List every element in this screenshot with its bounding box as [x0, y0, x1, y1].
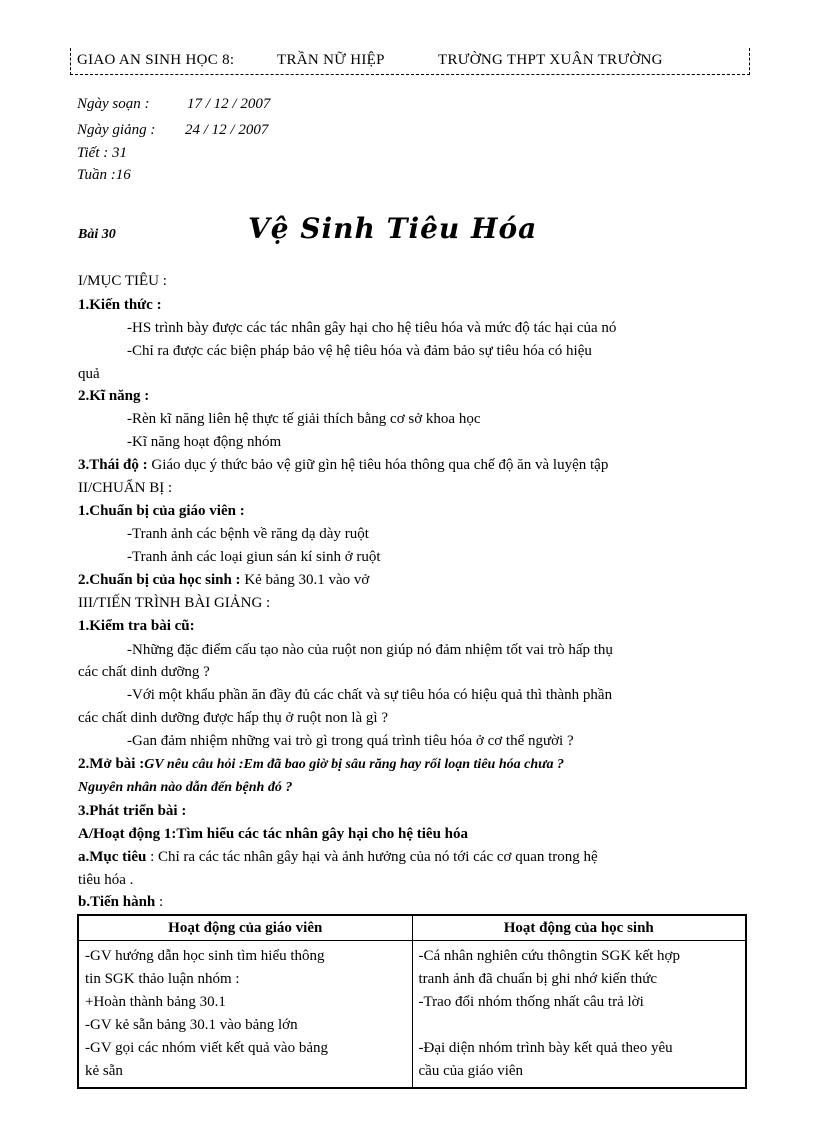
teacher-line: tin SGK thảo luận nhóm :	[85, 971, 240, 987]
knowledge-item-2: -Chỉ ra được các biện pháp bảo vệ hệ tiêu hóa và đảm bảo sự tiêu hóa có hiệu	[127, 343, 592, 359]
section-process-heading	[78, 595, 270, 612]
goal-text-cont: tiêu hóa .	[78, 872, 134, 888]
teach-date-value: 24 / 12 / 2007	[185, 122, 269, 138]
prep-date-value: 17 / 12 / 2007	[187, 96, 271, 112]
procedure-colon: :	[155, 894, 164, 910]
attitude-text: Giáo dục ý thức bảo vệ giữ gìn hệ tiêu hóa thông qua chế độ ăn và luyện tập	[147, 457, 609, 473]
student-prep-text: Kẻ bảng 30.1 vào vở	[240, 572, 370, 588]
col-student-header: Hoạt động của học sinh	[412, 915, 746, 941]
teacher-line: -GV gọi các nhóm viết kết quả vào bảng	[85, 1040, 328, 1056]
page-header	[70, 48, 750, 75]
period-row: Tiết : 31	[77, 145, 128, 161]
week-row: Tuần :16	[77, 167, 131, 183]
student-prep-row	[78, 572, 369, 589]
check-question-3: -Gan đảm nhiệm những vai trò gì trong quá trình tiêu hóa ở cơ thể người ?	[127, 733, 574, 749]
knowledge-item-2-cont: quả	[78, 366, 100, 382]
prep-date-row	[77, 96, 271, 113]
procedure-row	[78, 894, 163, 911]
intro-row	[78, 756, 564, 773]
intro-label: 2.Mở bài :	[78, 756, 145, 772]
intro-question-cont: Nguyên nhân nào dẫn đến bệnh đó ?	[78, 780, 293, 795]
intro-question: GV nêu câu hỏi :Em đã bao giờ bị sâu răng hay rối loạn tiêu hóa chưa ?	[144, 757, 564, 772]
student-line: -Đại diện nhóm trình bày kết quả theo yêu	[418, 1040, 673, 1056]
knowledge-label: 1.Kiến thức :	[78, 297, 162, 313]
check-question-2-cont: các chất dinh dưỡng được hấp thụ ở ruột non là gì ?	[78, 710, 388, 726]
header-subject: GIAO AN SINH HỌC 8:	[77, 52, 235, 68]
teacher-line: -GV hướng dẫn học sinh tìm hiểu thông	[85, 948, 325, 964]
activity-table	[77, 914, 747, 1089]
student-prep-label: 2.Chuẩn bị của học sinh :	[78, 572, 241, 588]
student-line	[419, 1014, 740, 1037]
student-line: tranh ảnh đã chuẩn bị ghi nhớ kiến thức	[418, 971, 657, 987]
col-teacher-header: Hoạt động của giáo viên	[78, 915, 412, 941]
teacher-line: +Hoàn thành bảng 30.1	[85, 994, 226, 1010]
check-old-lesson-label: 1.Kiểm tra bài cũ:	[78, 618, 195, 634]
teacher-activity-cell	[78, 941, 412, 1089]
table-row	[78, 941, 746, 1089]
goal-row	[78, 849, 598, 866]
section-objectives-heading: I/MỤC TIÊU :	[78, 273, 167, 289]
knowledge-item-1: -HS trình bày được các tác nhân gây hại cho hệ tiêu hóa và mức độ tác hại của nó	[127, 320, 617, 336]
goal-label: a.Mục tiêu	[78, 849, 147, 865]
lesson-number: Bài 30	[78, 227, 116, 242]
header-school: TRƯỜNG THPT XUÂN TRƯỜNG	[438, 52, 663, 68]
develop-label: 3.Phát triển bài :	[78, 803, 187, 819]
attitude-row	[78, 457, 608, 474]
process-heading-text: III/TIẾN TRÌNH BÀI GIẢNG	[78, 595, 263, 611]
teach-date-row	[77, 122, 269, 139]
prep-date-label: Ngày soạn :	[77, 96, 150, 112]
skills-label: 2.Kĩ năng :	[78, 388, 150, 404]
skill-item-2: -Kĩ năng hoạt động nhóm	[127, 434, 282, 450]
process-heading-colon: :	[262, 595, 271, 611]
teacher-prep-label: 1.Chuẩn bị của giáo viên :	[78, 503, 245, 519]
table-header-row	[78, 915, 746, 941]
student-line: -Trao đổi nhóm thống nhất câu trả lời	[418, 994, 644, 1010]
teacher-line: kẻ sẵn	[85, 1063, 123, 1079]
attitude-label: 3.Thái độ :	[78, 457, 148, 473]
teach-date-label: Ngày giảng :	[77, 122, 156, 138]
student-activity-cell	[412, 941, 746, 1089]
check-question-2: -Với một khẩu phần ăn đầy đủ các chất và sự tiêu hóa có hiệu quả thì thành phần	[127, 687, 613, 703]
procedure-label: b.Tiến hành	[78, 894, 156, 910]
skill-item-1: -Rèn kĩ năng liên hệ thực tế giải thích bằng cơ sở khoa học	[127, 411, 481, 427]
header-author: TRẦN NỮ HIỆP	[277, 52, 385, 68]
check-question-1-cont: các chất dinh dưỡng ?	[78, 664, 210, 680]
section-preparation-heading: II/CHUẨN BỊ :	[78, 480, 173, 496]
lesson-title: Vệ Sinh Tiêu Hóa	[248, 212, 538, 245]
goal-text: : Chỉ ra các tác nhân gây hại và ảnh hưởng của nó tới các cơ quan trong hệ	[146, 849, 598, 865]
student-line: -Cá nhân nghiên cứu thôngtin SGK kết hợp	[418, 948, 680, 964]
check-question-1: -Những đặc điểm cấu tạo nào của ruột non giúp nó đảm nhiệm tốt vai trò hấp thụ	[127, 642, 613, 658]
teacher-line: -GV kẻ sẵn bảng 30.1 vào bảng lớn	[85, 1017, 298, 1033]
student-line: cầu của giáo viên	[418, 1063, 524, 1079]
teacher-prep-item-1: -Tranh ảnh các bệnh về răng dạ dày ruột	[127, 526, 369, 542]
activity-1-heading: A/Hoạt động 1:Tìm hiểu các tác nhân gây hại cho hệ tiêu hóa	[78, 826, 469, 842]
teacher-prep-item-2: -Tranh ảnh các loại giun sán kí sinh ở ruột	[127, 549, 381, 565]
